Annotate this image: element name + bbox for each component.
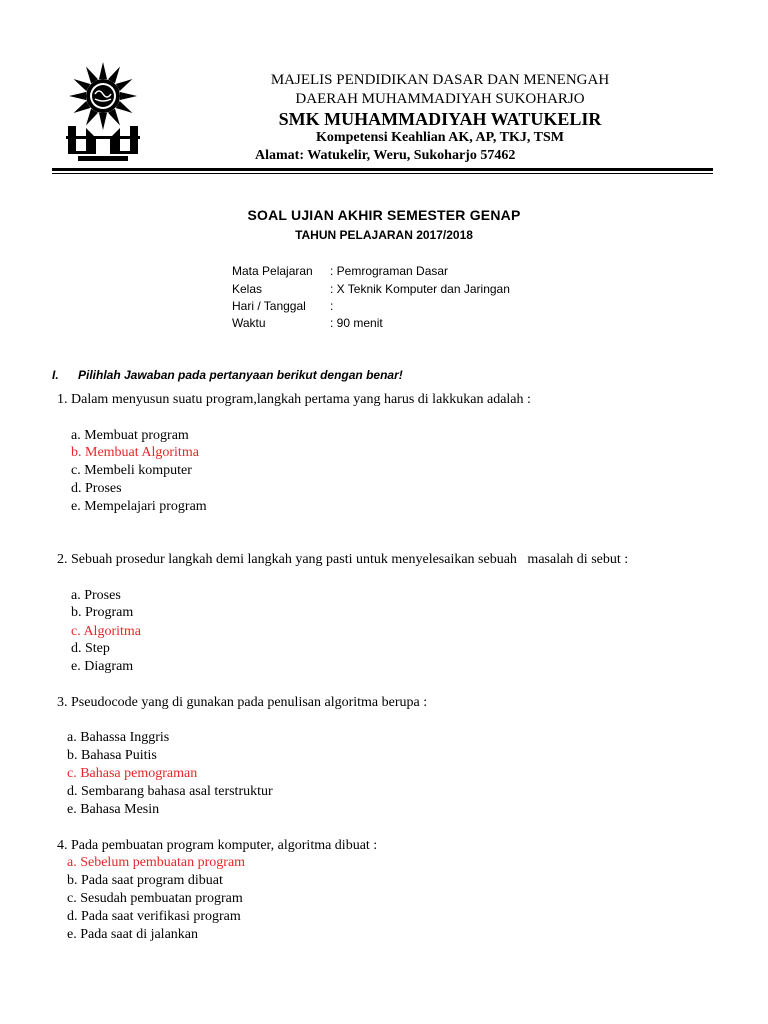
option: e. Bahasa Mesin bbox=[67, 802, 160, 817]
option: b. Bahasa Puitis bbox=[67, 748, 157, 763]
option: e. Diagram bbox=[71, 659, 134, 674]
question-1: 1. Dalam menyusun suatu program,langkah pertama yang harus di lakkukan adalah : bbox=[57, 392, 531, 407]
option: d. Step bbox=[71, 641, 110, 656]
option: e. Mempelajari program bbox=[71, 499, 207, 514]
competency: Kompetensi Keahlian AK, AP, TKJ, TSM bbox=[316, 130, 564, 145]
question-4: 4. Pada pembuatan program komputer, algoritma dibuat : bbox=[57, 838, 378, 853]
option: a. Proses bbox=[71, 588, 121, 603]
option: e. Pada saat di jalankan bbox=[67, 927, 199, 942]
option-answer: b. Membuat Algoritma bbox=[71, 445, 199, 460]
school-name: SMK MUHAMMADIYAH WATUKELIR bbox=[278, 109, 602, 129]
option-answer: a. Sebelum pembuatan program bbox=[67, 855, 246, 870]
meta-value: : bbox=[330, 299, 334, 313]
meta-label: Kelas bbox=[232, 282, 263, 296]
exam-title: SOAL UJIAN AKHIR SEMESTER GENAP bbox=[247, 207, 521, 223]
option: b. Pada saat program dibuat bbox=[67, 873, 223, 888]
option: a. Bahassa Inggris bbox=[67, 730, 170, 745]
option: d. Proses bbox=[71, 481, 122, 496]
question-2: 2. Sebuah prosedur langkah demi langkah yang pasti untuk menyelesaikan sebuah masalah di sebut : bbox=[57, 552, 629, 567]
header-divider-thin bbox=[52, 173, 713, 174]
option-answer: c. Bahasa pemograman bbox=[67, 766, 198, 781]
header-divider-thick bbox=[52, 168, 713, 171]
meta-value: : 90 menit bbox=[330, 316, 383, 330]
option: d. Sembarang bahasa asal terstruktur bbox=[67, 784, 273, 799]
meta-label: Mata Pelajaran bbox=[232, 264, 313, 278]
section-instruction: Pilihlah Jawaban pada pertanyaan berikut dengan benar! bbox=[78, 368, 403, 382]
option: d. Pada saat verifikasi program bbox=[67, 909, 241, 924]
option-answer: c. Algoritma bbox=[71, 624, 141, 639]
option: a. Membuat program bbox=[71, 428, 189, 443]
option: c. Sesudah pembuatan program bbox=[67, 891, 243, 906]
meta-value: : X Teknik Komputer dan Jaringan bbox=[330, 282, 510, 296]
section-number: I. bbox=[52, 368, 59, 382]
option: c. Membeli komputer bbox=[71, 463, 192, 478]
meta-value: : Pemrograman Dasar bbox=[330, 264, 449, 278]
question-3: 3. Pseudocode yang di gunakan pada penulisan algoritma berupa : bbox=[57, 695, 428, 710]
address: Alamat: Watukelir, Weru, Sukoharjo 57462 bbox=[255, 148, 516, 163]
meta-label: Waktu bbox=[232, 316, 266, 330]
option: b. Program bbox=[71, 605, 134, 620]
exam-year: TAHUN PELAJARAN 2017/2018 bbox=[295, 228, 473, 242]
muhammadiyah-sun-logo bbox=[58, 56, 148, 166]
meta-label: Hari / Tanggal bbox=[232, 299, 306, 313]
header-line-1: MAJELIS PENDIDIKAN DASAR DAN MENENGAH bbox=[270, 72, 610, 88]
header-line-2: DAERAH MUHAMMADIYAH SUKOHARJO bbox=[295, 91, 585, 107]
